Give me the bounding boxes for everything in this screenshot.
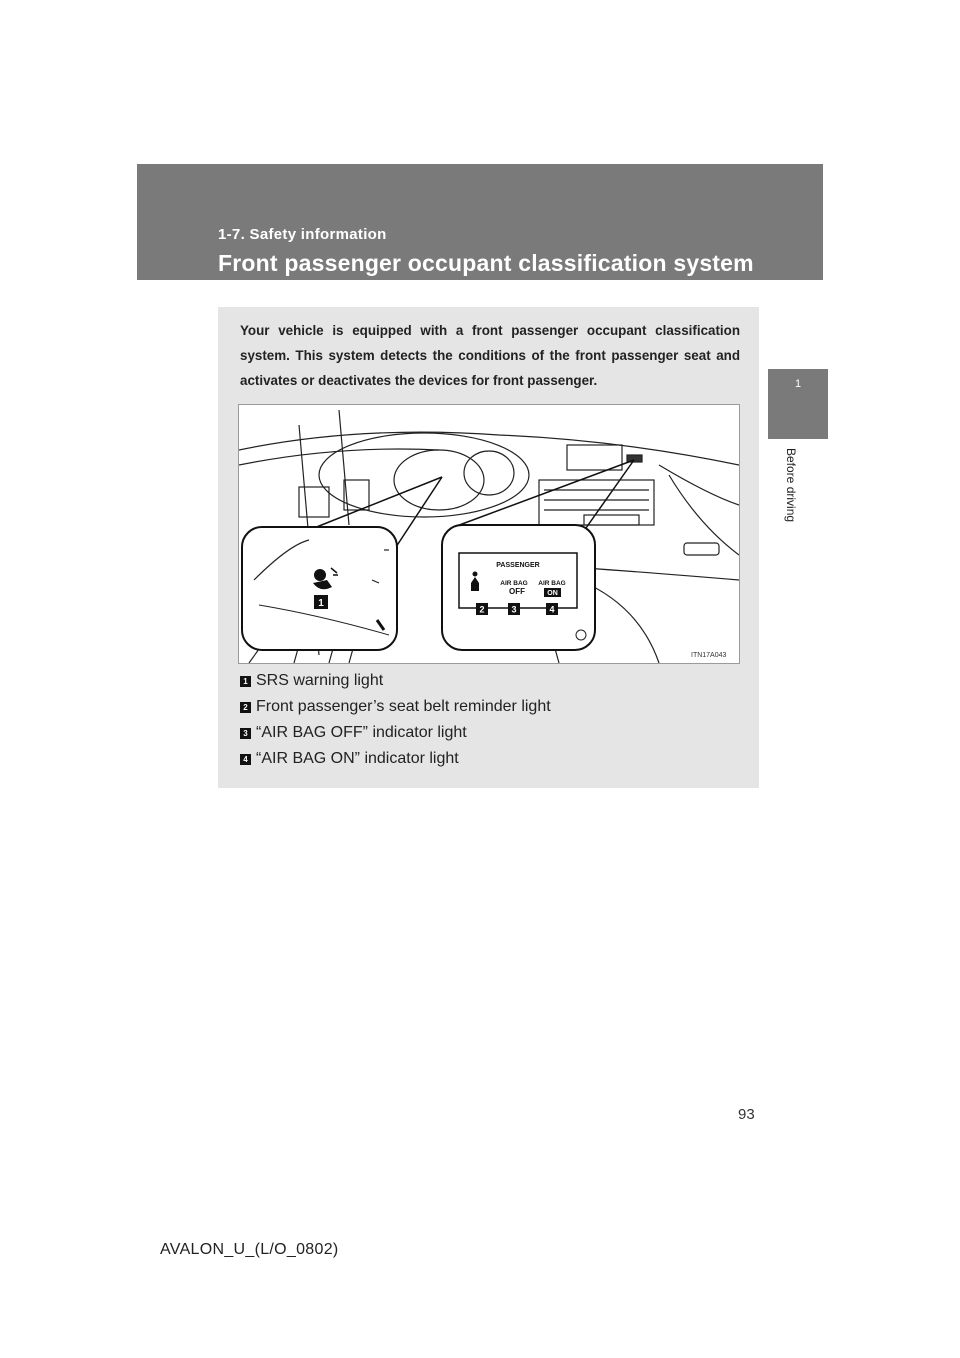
airbag-off-label-bottom: OFF [509,587,525,596]
dashboard-illustration [238,404,740,664]
legend-number-badge: 3 [240,728,251,739]
callout-1-label: 1 [318,598,324,609]
chapter-label: Before driving [784,448,798,523]
chapter-label-container [768,440,828,560]
legend-item [240,746,740,772]
chapter-number: 1 [794,378,802,390]
legend-label: SRS warning light [256,672,384,689]
legend-label: “AIR BAG ON” indicator light [256,750,459,767]
footer-code: AVALON_U_(L/O_0802) [160,1241,339,1258]
airbag-on-label-bottom: ON [547,590,558,597]
intro-text: Your vehicle is equipped with a front passenger occupant classification system. This system detects the conditions of the front passenger seat and activates or deactivates the devices for front passenger. [240,323,740,388]
callout-3-label: 3 [511,604,517,615]
legend-label: “AIR BAG OFF” indicator light [256,724,467,741]
callout-2-label: 2 [479,604,485,615]
section-label: 1-7. Safety information [218,226,387,243]
legend-number-badge: 4 [240,754,251,765]
legend-item [240,694,740,720]
legend-list [240,668,740,772]
legend-number-badge: 2 [240,702,251,713]
chapter-tab[interactable] [768,369,828,439]
figure-code: ITN17A043 [691,652,727,659]
legend-item [240,720,740,746]
legend-number-badge: 1 [240,676,251,687]
legend-label: Front passenger’s seat belt reminder light [256,698,551,715]
page-title: Front passenger occupant classification system [218,250,754,276]
dashboard-drawing [239,405,739,663]
airbag-on-label-top: AIR BAG [538,580,566,587]
passenger-panel-title: PASSENGER [496,562,540,569]
page-number: 93 [738,1106,755,1123]
legend-item [240,668,740,694]
callout-4-label: 4 [549,604,555,615]
airbag-off-label-top: AIR BAG [500,580,528,587]
